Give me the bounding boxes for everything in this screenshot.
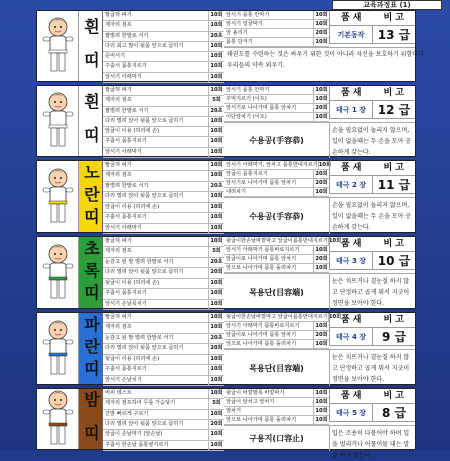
exercise-count: 10회	[313, 86, 329, 94]
exercise-name: 내려차기	[226, 189, 247, 195]
exercise-name: 앞서기 아래막기	[105, 148, 142, 155]
exercise-name: 앞서기 몸통 안막기	[226, 12, 270, 18]
grade-values	[330, 403, 415, 422]
exercise-row	[103, 32, 224, 42]
exercise-count: 10회	[208, 279, 224, 288]
exercise-count: 10회	[328, 238, 342, 244]
exercise-count: 10회	[313, 416, 329, 424]
grade-values	[330, 175, 415, 194]
exercise-row	[103, 237, 224, 247]
exercise-name: 눈감고 왼 발 벌려 한발로 서기	[105, 258, 174, 265]
exercise-count: 20초	[208, 258, 224, 267]
exercise-count: 20회	[208, 420, 224, 429]
exercise-name: 팔굽혀 펴기	[105, 87, 132, 93]
exercise-count: 10회	[208, 86, 224, 95]
exercise-name: 다리 벌려 앉아 뒷몸 앞으로 굽히기	[105, 193, 184, 200]
exercise-row	[103, 365, 224, 375]
exercise-name: 팔굽혀 펴기	[105, 314, 132, 320]
exercise-count: 10회	[208, 300, 224, 309]
exercise-list-mid	[224, 161, 332, 197]
pose-description: 눈은 치뜨거나 곁눈질 하지 않고 단정하고 곱게 뭐서 지긋이 정면을 보아야 한다.	[329, 273, 415, 310]
grade-level: 12 급	[372, 101, 415, 118]
exercise-count: 10회	[208, 161, 224, 170]
exercise-count: 10회	[208, 52, 224, 61]
exercise-row	[224, 170, 329, 179]
note-header: 비 고	[383, 13, 405, 23]
exercise-count: 20회	[313, 331, 329, 339]
exercise-row	[103, 21, 224, 31]
exercise-row	[224, 161, 332, 170]
grade-panel	[329, 86, 415, 119]
exercise-name: 뒷굽이 바깥팔목 바깥막기	[226, 390, 285, 396]
exercise-name: 앞으로 나아가며 몸통 돌려차기	[226, 265, 297, 271]
exercise-count: 20회	[313, 104, 329, 112]
grade-level: 10 급	[372, 252, 415, 269]
exercise-count: 20초	[208, 107, 224, 116]
exercise-row	[103, 410, 224, 420]
exercise-row	[103, 62, 224, 72]
exercise-row	[103, 399, 224, 409]
exercise-row	[103, 323, 224, 333]
exercise-name: 앞서기 아래막기	[105, 73, 142, 80]
exercise-count: 10회	[208, 42, 224, 51]
exercise-count: 20초	[208, 334, 224, 343]
grade-panel	[329, 161, 415, 194]
exercise-count: 10회	[313, 38, 329, 46]
exercise-name: 주춤서 한손날 몸통옆지르기	[105, 441, 169, 448]
exercise-count: 10회	[208, 224, 224, 233]
pose-description: 입은 조용히 다물어야 하며 입을 벌리거나 어물어물 대는 말을 하지 않는다.	[329, 425, 415, 451]
exercise-count: 10회	[208, 11, 224, 20]
exercise-name: 눈감고 왼 발 벌려 한발로 서기	[105, 334, 174, 341]
grade-level: 8 급	[372, 404, 415, 421]
exercise-list-left	[103, 313, 224, 386]
exercise-count: 10회	[313, 340, 329, 348]
exercise-count: 10회	[208, 323, 224, 332]
grade-level: 13 급	[372, 26, 415, 43]
belt-section	[36, 10, 426, 82]
exercise-name: 뒷굽이한손날바깥막고 앞굽이몸통반대지르기	[226, 314, 328, 320]
exercise-row	[103, 171, 224, 181]
poomsae-header: 품 새	[340, 239, 362, 249]
taekwondo-kid-icon	[38, 90, 78, 152]
exercise-name: 뒷굽이 이용 (허리에 손)	[105, 279, 160, 286]
exercise-name: 주먹지르기 (이트)	[226, 96, 267, 102]
exercise-count: 10회	[208, 289, 224, 298]
student-avatar	[37, 11, 79, 81]
exercise-name: 잔발 빠르게 구르기	[105, 410, 149, 417]
exercise-row	[224, 113, 329, 122]
exercise-name: 다리 벌려 앉아 뒷몸 앞으로 굽히기	[105, 345, 184, 352]
exercise-count: 10회	[208, 171, 224, 180]
exercise-row	[224, 340, 329, 349]
exercise-count: 10회	[313, 322, 329, 330]
note-line: 우리들의 약속 외우기.	[227, 62, 285, 69]
exercise-row	[224, 322, 329, 331]
exercise-count: 10회	[313, 264, 329, 272]
grade-panel	[329, 237, 415, 270]
exercise-row	[224, 246, 329, 255]
belt-section	[36, 236, 416, 309]
exercise-name: 앞서기 아래막기 몸통바로지르기	[226, 247, 300, 253]
exercise-name: 제자리 점프	[105, 324, 132, 331]
grade-header	[330, 86, 415, 100]
exercise-count: 10회	[313, 407, 329, 415]
belt-section	[36, 85, 416, 157]
pose-title: 목용단(目容端)	[224, 349, 329, 386]
poomsae-name: 기본동작	[337, 31, 365, 39]
poomsae-name: 태극 1 장	[335, 106, 367, 114]
exercise-name: 앞서기로 나아가며 몸통 앞차기	[226, 180, 297, 186]
poomsae-name: 태극 5 장	[335, 409, 367, 417]
exercise-count: 20회	[313, 170, 329, 178]
exercise-row	[103, 289, 224, 299]
exercise-row	[224, 29, 329, 38]
exercise-name: 준비서기	[105, 53, 126, 60]
exercise-row	[103, 279, 224, 289]
exercise-row	[103, 258, 224, 268]
exercise-name: 팔굽혀 펴기	[105, 238, 132, 244]
student-avatar	[37, 313, 79, 384]
exercise-count: 10회	[208, 213, 224, 222]
page-banner: 교육과정표 (1)	[332, 0, 442, 10]
pose-description: 눈은 치뜨거나 곁눈질 하지 않고 단정하고 곱게 뭐서 지긋이 정면을 보아야 한다.	[329, 349, 415, 386]
grade-values	[330, 251, 415, 270]
exercise-row	[224, 95, 329, 104]
belt-section	[36, 312, 416, 385]
grade-panel	[329, 11, 415, 44]
grade-level: 11 급	[372, 176, 415, 193]
exercise-count: 5회	[208, 399, 224, 408]
grade-values	[330, 100, 415, 119]
exercise-name: 앞서기 손날치기	[105, 376, 142, 383]
exercise-name: 앞으로 나아가며 몸통 돌려차기	[226, 417, 297, 423]
exercise-count: 5회	[208, 247, 224, 256]
grade-header	[330, 389, 415, 403]
note-header: 비 고	[383, 315, 405, 325]
exercise-list-left	[103, 389, 224, 451]
note-text	[224, 47, 426, 72]
exercise-name: 뒷굽이한손날바깥막고 앞굽이몸통반대지르기	[226, 238, 328, 244]
exercise-count: 10회	[318, 162, 332, 168]
exercise-row	[224, 389, 329, 398]
exercise-row	[103, 127, 224, 137]
exercise-count: 10회	[208, 365, 224, 374]
exercise-name: 제자리 점프하여 무릎 가슴닿기	[105, 400, 176, 407]
exercise-name: 주춤서 몸통지르기	[105, 290, 147, 297]
exercise-row	[103, 300, 224, 310]
exercise-name: 앞굽이 몸통지르기	[226, 171, 268, 177]
exercise-name: 옆차기	[226, 408, 242, 414]
taekwondo-kid-icon	[38, 15, 78, 77]
exercise-name: 앞서기 아래막기, 앞차고 몸통반대지르기	[226, 162, 318, 168]
exercise-row	[103, 355, 224, 365]
exercise-name: 앞서기 아래막기	[105, 224, 142, 231]
exercise-name: 팔벌려 한발로 서기	[105, 182, 149, 189]
exercise-count: 10회	[208, 127, 224, 136]
grade-values	[330, 25, 415, 44]
exercise-count: 20초	[208, 32, 224, 41]
exercise-row	[224, 313, 342, 322]
exercise-list-mid	[224, 86, 329, 122]
exercise-row	[224, 407, 329, 416]
exercise-row	[103, 334, 224, 344]
exercise-list-left	[103, 161, 224, 234]
exercise-count: 5회	[208, 96, 224, 105]
exercise-name: 팔벌려 한발로 서기	[105, 32, 149, 39]
grade-header	[330, 237, 415, 251]
exercise-row	[224, 237, 342, 246]
taekwondo-kid-icon	[38, 166, 78, 228]
exercise-name: 주춤서 몸통지르기	[105, 138, 147, 145]
exercise-name: 제자리 점프	[105, 172, 132, 179]
exercise-name: 다리 벌려 앉아 뒷몸 앞으로 굽히기	[105, 117, 184, 124]
exercise-name: 앞서기로 나아가며 몸통 앞차기	[226, 105, 297, 111]
exercise-count: 10회	[208, 148, 224, 157]
exercise-row	[224, 20, 329, 29]
pose-title: 목용단(目容端)	[224, 273, 329, 310]
exercise-row	[224, 38, 329, 47]
exercise-row	[224, 264, 329, 273]
exercise-count: 10회	[313, 246, 329, 254]
exercise-name: 주춤서 몸통지르기	[105, 214, 147, 221]
exercise-name: 팔벌려 한발로 서기	[105, 107, 149, 114]
exercise-name: 다리 벌려 앉아 뒷몸 앞으로 굽히기	[105, 420, 184, 427]
poomsae-header: 품 새	[340, 391, 362, 401]
exercise-count: 10회	[313, 20, 329, 28]
grade-header	[330, 313, 415, 327]
belt-name: 노란띠	[79, 161, 103, 232]
note-header: 비 고	[383, 239, 405, 249]
exercise-row	[103, 137, 224, 147]
taekwondo-kid-icon	[38, 242, 78, 304]
exercise-row	[103, 430, 224, 440]
exercise-row	[103, 107, 224, 117]
exercise-row	[103, 192, 224, 202]
exercise-list-mid	[224, 237, 342, 273]
exercise-name: 제자리 점프	[105, 248, 132, 255]
exercise-count: 10회	[208, 313, 224, 322]
exercise-row	[103, 117, 224, 127]
exercise-list-mid	[224, 313, 342, 349]
exercise-row	[224, 11, 329, 20]
exercise-name: 팔굽혀 펴기	[105, 162, 132, 168]
exercise-count: 10회	[313, 389, 329, 397]
exercise-row	[224, 398, 329, 407]
exercise-row	[103, 344, 224, 354]
belt-name: 흰 띠	[79, 11, 103, 81]
exercise-name: 몸통 당겨기	[226, 39, 253, 45]
exercise-count: 10회	[313, 113, 329, 121]
exercise-row	[103, 42, 224, 52]
grade-values	[330, 327, 415, 346]
poomsae-header: 품 새	[340, 88, 362, 98]
exercise-name: 앞굽이 손날막기 (앞손날)	[105, 431, 163, 438]
exercise-count: 10회	[208, 430, 224, 439]
pose-title: 수용공(手容恭)	[224, 122, 329, 158]
note-header: 비 고	[383, 163, 405, 173]
exercise-count: 10회	[208, 137, 224, 146]
exercise-row	[224, 188, 329, 197]
poomsae-name: 태극 3 장	[335, 257, 367, 265]
exercise-count: 10회	[208, 376, 224, 385]
exercise-row	[103, 389, 224, 399]
poomsae-name: 태극 2 장	[335, 181, 367, 189]
exercise-row	[103, 161, 224, 171]
note-header: 비 고	[383, 391, 405, 401]
belt-section	[36, 160, 416, 233]
exercise-count: 20회	[208, 268, 224, 277]
exercise-list-left	[103, 86, 224, 158]
exercise-row	[103, 11, 224, 21]
exercise-name: 다리 최고 많이 뒷몸 앞으로 굽히기	[105, 42, 184, 49]
exercise-row	[103, 224, 224, 234]
exercise-count: 10회	[208, 389, 224, 398]
student-avatar	[37, 161, 79, 232]
pose-description: 손을 필요없이 놀리지 않으며, 일이 없을때는 두 손을 모아 공손하게 갖는다.	[329, 122, 415, 158]
belt-name: 초록띠	[79, 237, 103, 308]
exercise-list-left	[103, 237, 224, 310]
exercise-name: 제자리 점프	[105, 97, 132, 104]
pose-title: 수용공(手容恭)	[224, 197, 329, 234]
exercise-name: 주춤서 몸통지르기	[105, 366, 147, 373]
grade-header	[330, 11, 415, 25]
grade-header	[330, 161, 415, 175]
poomsae-header: 품 새	[340, 13, 362, 23]
student-avatar	[37, 389, 79, 449]
student-avatar	[37, 237, 79, 308]
grade-level: 9 급	[372, 328, 415, 345]
exercise-name: 앞서기 얼굴막기	[226, 21, 263, 27]
exercise-name: 앞서기 손날목치기	[105, 300, 147, 307]
exercise-row	[103, 86, 224, 96]
exercise-count: 10회	[313, 188, 329, 196]
exercise-name: 주춤서 몸통지르기	[105, 63, 147, 70]
exercise-name: 앞굽이 앞차고 앞차기	[226, 399, 275, 405]
exercise-row	[103, 203, 224, 213]
poomsae-header: 품 새	[340, 315, 362, 325]
exercise-row	[103, 182, 224, 192]
exercise-row	[224, 255, 329, 264]
exercise-row	[103, 247, 224, 257]
exercise-row	[103, 148, 224, 158]
exercise-list-mid	[224, 389, 329, 425]
exercise-count: 10회	[208, 355, 224, 364]
exercise-count: 10회	[208, 203, 224, 212]
exercise-count: 10회	[208, 21, 224, 30]
exercise-count: 20회	[208, 344, 224, 353]
exercise-row	[103, 52, 224, 62]
belt-section	[36, 388, 416, 459]
exercise-name: 이단앞차기 (이트)	[226, 114, 267, 120]
belt-name: 흰 띠	[79, 86, 103, 156]
pose-description: 손을 필요없이 놀리지 않으며, 일이 없을때는 두 손을 모아 공손하게 갖는다.	[329, 197, 415, 234]
exercise-list-left	[103, 11, 224, 83]
student-avatar	[37, 86, 79, 156]
grade-panel	[329, 313, 415, 346]
exercise-count: 10회	[208, 441, 224, 450]
exercise-name: 버피 테스트	[105, 390, 132, 396]
exercise-count: 10회	[328, 314, 342, 320]
exercise-row	[103, 213, 224, 223]
grade-panel	[329, 389, 415, 422]
poomsae-header: 품 새	[340, 163, 362, 173]
belt-name: 밤 띠	[79, 389, 103, 449]
exercise-name: 다리 벌려 앉아 뒷몸 앞으로 굽히기	[105, 269, 184, 276]
exercise-count: 10회	[208, 73, 224, 82]
exercise-name: 앞굽이 이용 (허리에 손)	[105, 203, 160, 210]
exercise-name: 앞굽이 이용 (허리에 손)	[105, 128, 160, 135]
belt-name: 파란띠	[79, 313, 103, 384]
exercise-count: 10회	[208, 410, 224, 419]
exercise-row	[224, 104, 329, 113]
exercise-row	[103, 420, 224, 430]
exercise-row	[224, 86, 329, 95]
exercise-row	[224, 331, 329, 340]
exercise-name: 앞으로 나아가며 몸통 돌려차기	[226, 341, 297, 347]
exercise-name: 제자리 점프	[105, 22, 132, 29]
exercise-count: 20회	[313, 29, 329, 37]
note-header: 비 고	[383, 88, 405, 98]
exercise-name: 앞굽이로 나아가며 몸통 앞차기	[226, 256, 297, 262]
note-line: 태권도를 수련하는 것은 싸우기 위한 것이 아니라 자신을 보호하기 위함이다.	[227, 51, 426, 58]
exercise-row	[224, 416, 329, 425]
exercise-count: 20회	[313, 255, 329, 263]
exercise-count: 10회	[313, 398, 329, 406]
exercise-count: 20초	[208, 182, 224, 191]
exercise-row	[103, 313, 224, 323]
exercise-name: 앞굽이로 나아가며 몸통 앞차기	[226, 332, 297, 338]
exercise-name: 앞서기 몸통 안막기	[226, 87, 270, 93]
taekwondo-kid-icon	[38, 388, 78, 450]
exercise-count: 10회	[313, 11, 329, 19]
exercise-count: 20회	[313, 179, 329, 187]
exercise-count: 10회	[208, 62, 224, 71]
exercise-name: 팔굽혀 펴기	[105, 12, 132, 18]
exercise-name: 앞서기 아래막기 몸통바로지르기	[226, 323, 300, 329]
exercise-count: 10회	[313, 95, 329, 103]
exercise-row	[103, 73, 224, 83]
exercise-list-mid	[224, 11, 329, 47]
pose-title: 구용지(口容止)	[224, 425, 329, 451]
exercise-name: 뒷굽이 이용 (허리에 손)	[105, 355, 160, 362]
exercise-row	[103, 376, 224, 386]
exercise-row	[224, 179, 329, 188]
exercise-row	[103, 441, 224, 451]
exercise-count: 10회	[208, 192, 224, 201]
exercise-count: 10회	[208, 237, 224, 246]
exercise-name: 앞 올리기	[226, 30, 248, 36]
poomsae-name: 태극 4 장	[335, 333, 367, 341]
exercise-count: 10회	[208, 117, 224, 126]
exercise-row	[103, 96, 224, 106]
exercise-row	[103, 268, 224, 278]
taekwondo-kid-icon	[38, 318, 78, 380]
